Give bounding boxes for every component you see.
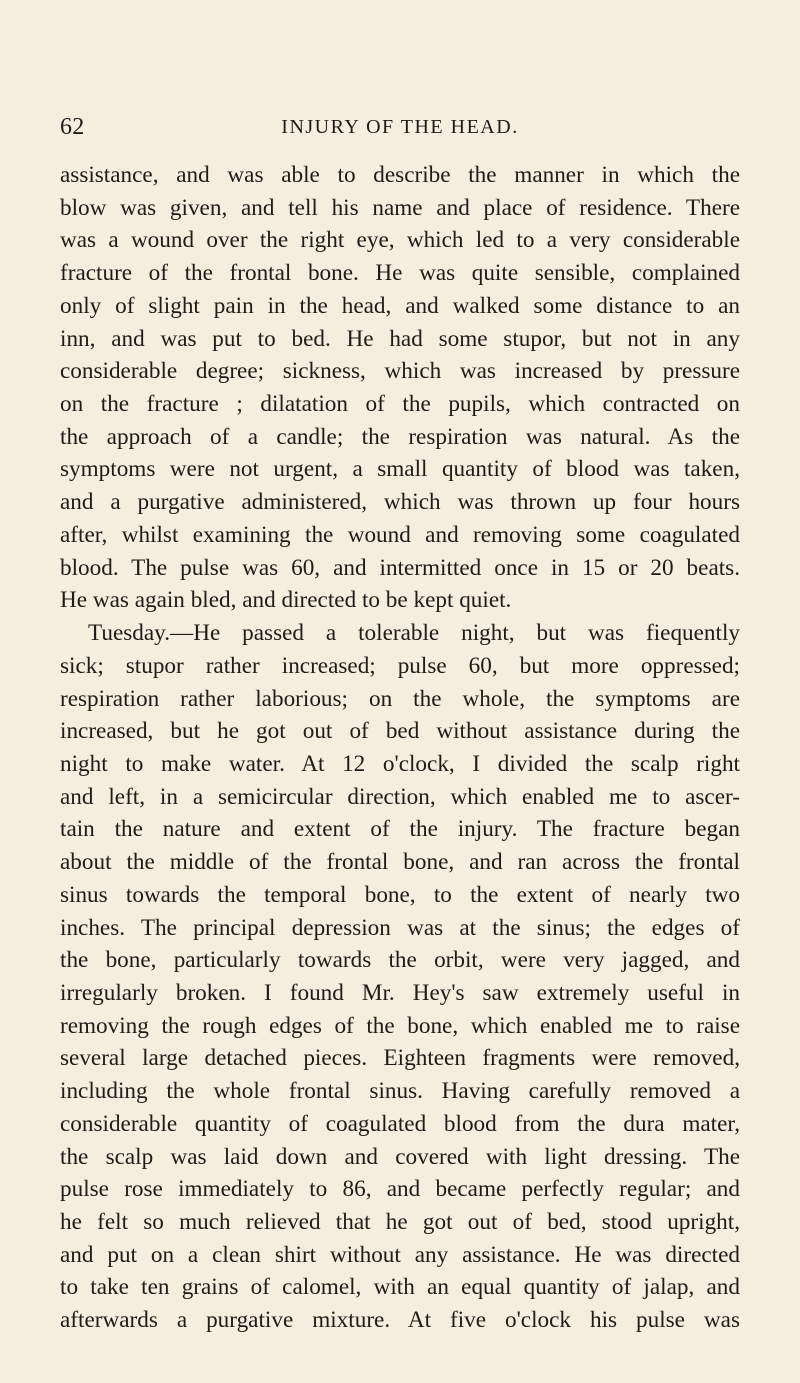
text-line: increased, but he got out of bed without assistance during the	[60, 718, 740, 745]
body-text	[60, 159, 740, 1337]
text-line: He was again bled, and directed to be kept quiet.	[60, 587, 512, 614]
text-line: assistance, and was able to describe the manner in which the	[60, 162, 740, 188]
text-line: about the middle of the frontal bone, and ran across the frontal	[60, 849, 740, 876]
text-line: the approach of a candle; the respiration was natural. As the	[60, 423, 740, 450]
text-line: blood. The pulse was 60, and intermitted once in 15 or 20 beats.	[60, 554, 740, 581]
page-header	[0, 112, 800, 142]
text-line: tain the nature and extent of the injury. The fracture began	[60, 816, 740, 843]
text-line: only of slight pain in the head, and walked some distance to an	[60, 292, 740, 319]
text-line: sick; stupor rather increased; pulse 60, but more oppressed;	[60, 652, 740, 679]
text-line: blow was given, and tell his name and place of residence. There	[60, 194, 740, 221]
text-line: respiration rather laborious; on the whole, the symptoms are	[60, 685, 740, 712]
text-line: the scalp was laid down and covered with light dressing. The	[60, 1143, 740, 1170]
text-line: symptoms were not urgent, a small quantity of blood was taken,	[60, 456, 740, 483]
text-line: on the fracture ; dilatation of the pupils, which contracted on	[60, 391, 740, 418]
text-line: considerable quantity of coagulated blood from the dura mater,	[60, 1110, 740, 1137]
text-line: irregularly broken. I found Mr. Hey's saw extremely useful in	[60, 979, 740, 1006]
text-line: pulse rose immediately to 86, and became perfectly regular; and	[60, 1176, 740, 1203]
text-line: and put on a clean shirt without any assistance. He was directed	[60, 1241, 740, 1268]
text-line: including the whole frontal sinus. Having carefully removed a	[60, 1078, 740, 1105]
text-line: inches. The principal depression was at the sinus; the edges of	[60, 914, 740, 941]
text-line: and a purgative administered, which was thrown up four hours	[60, 489, 740, 516]
text-line: fracture of the frontal bone. He was quite sensible, complained	[60, 260, 740, 287]
text-line: and left, in a semicircular direction, which enabled me to ascer-	[60, 783, 740, 810]
text-line: several large detached pieces. Eighteen fragments were removed,	[60, 1045, 740, 1072]
text-line: considerable degree; sickness, which was increased by pressure	[60, 358, 740, 385]
text-line: inn, and was put to bed. He had some stupor, but not in any	[60, 325, 740, 352]
running-head: INJURY OF THE HEAD.	[281, 116, 519, 138]
text-line: removing the rough edges of the bone, which enabled me to raise	[60, 1012, 740, 1039]
text-line: to take ten grains of calomel, with an equal quantity of jalap, and	[60, 1274, 740, 1301]
text-line: the bone, particularly towards the orbit, were very jagged, and	[60, 947, 740, 974]
text-line: was a wound over the right eye, which led to a very considerable	[60, 227, 740, 254]
text-line: afterwards a purgative mixture. At five o'clock his pulse was	[60, 1307, 740, 1334]
text-line: night to make water. At 12 o'clock, I divided the scalp right	[60, 750, 740, 777]
text-line: Tuesday.—He passed a tolerable night, but was fiequently	[88, 620, 740, 647]
page-number: 62	[60, 114, 85, 140]
text-line: after, whilst examining the wound and removing some coagulated	[60, 521, 740, 548]
text-line: he felt so much relieved that he got out of bed, stood upright,	[60, 1209, 740, 1235]
text-line: sinus towards the temporal bone, to the extent of nearly two	[60, 881, 740, 908]
